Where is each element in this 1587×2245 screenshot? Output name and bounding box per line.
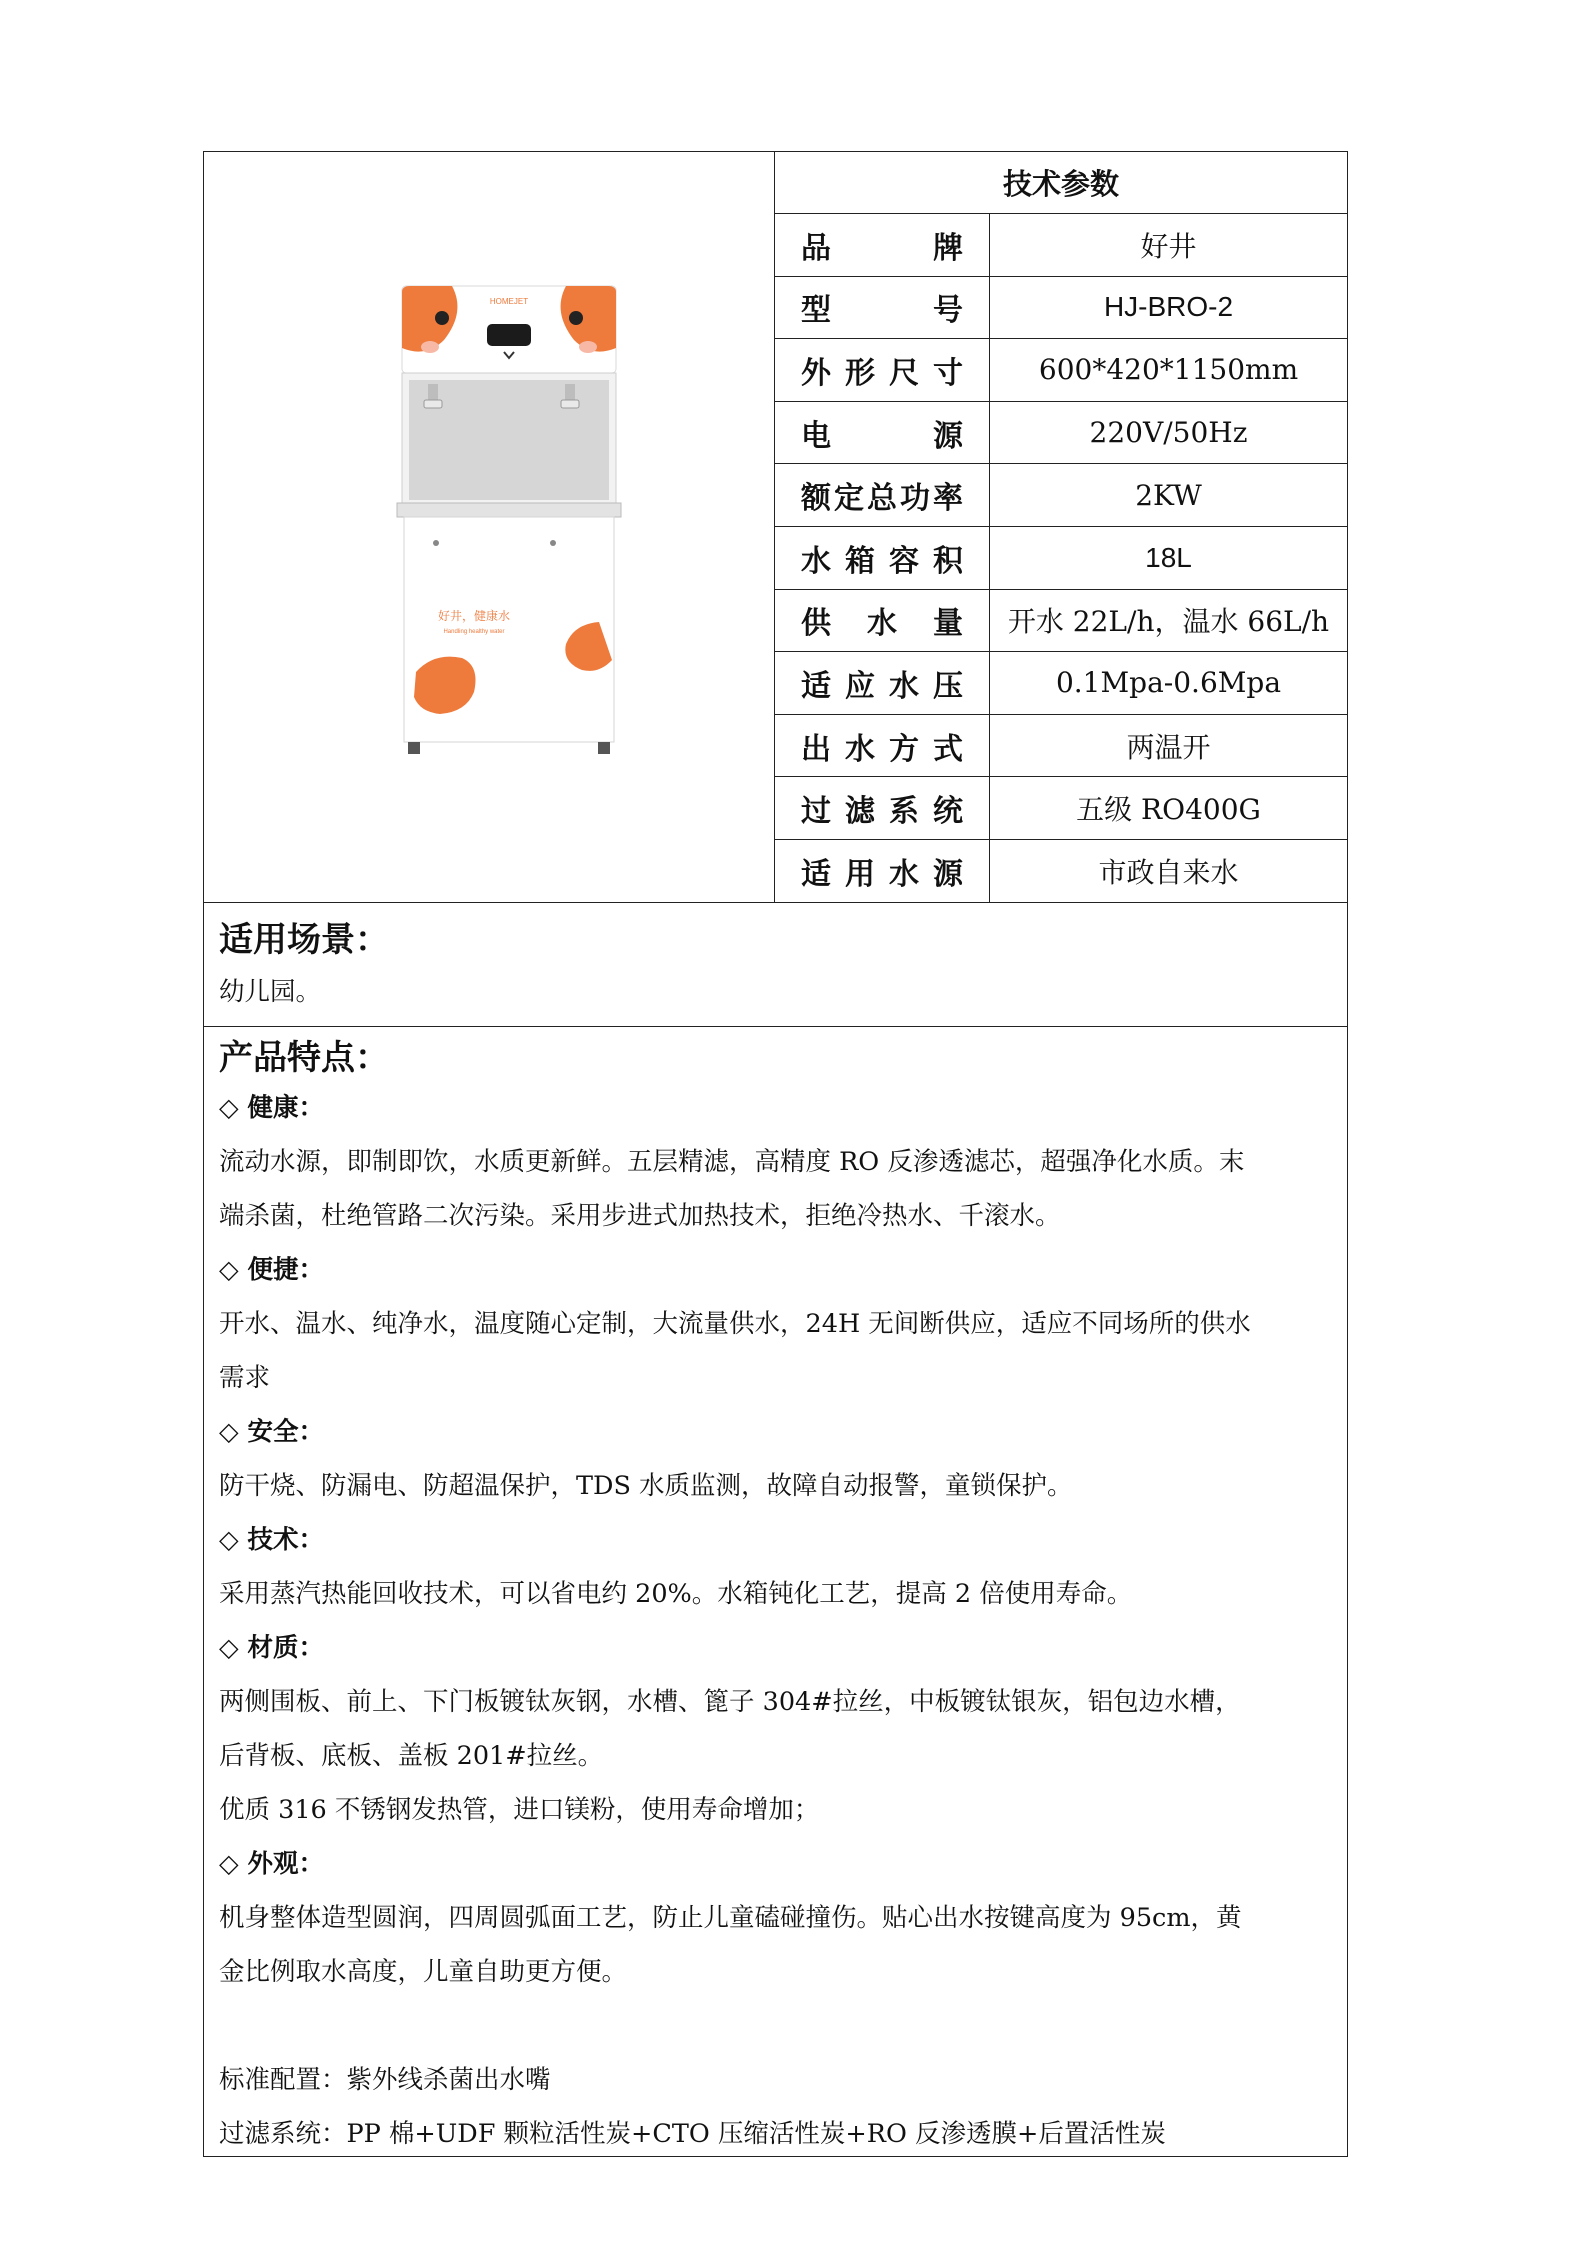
spec-label: [775, 214, 990, 276]
spec-label: [775, 339, 990, 401]
spec-value: 两温开: [1126, 730, 1211, 764]
feature-line: 开水、温水、纯净水，温度随心定制，大流量供水，24H 无间断供应，适应不同场所的供水: [219, 1309, 1251, 1339]
features-title: 产品特点：: [219, 1038, 389, 1078]
document-page: [203, 151, 1348, 2157]
scene-section: [204, 903, 1347, 1027]
spec-label: [775, 527, 990, 589]
spec-label: [775, 402, 990, 464]
top-section: [204, 152, 1347, 903]
spec-label-text: 适用水源: [801, 857, 963, 893]
spec-row-water-supply: [775, 590, 1347, 653]
feature-line: 需求: [219, 1363, 271, 1393]
spec-label-text: 外形尺寸: [801, 355, 963, 391]
spec-row-power-supply: [775, 402, 1347, 465]
feature-heading-health: ◇ 健康：: [219, 1093, 324, 1123]
spec-label-text: 出水方式: [801, 731, 963, 767]
spec-value: 18L: [1145, 541, 1192, 573]
spec-label-text: 适应水压: [801, 668, 963, 704]
spec-label-text: 品 牌: [801, 230, 963, 266]
spec-label-text: 额定总功率: [801, 481, 963, 517]
spec-label-text: 水箱容积: [801, 543, 963, 579]
spec-table: [775, 152, 1347, 902]
slogan-cn: 好井，健康水: [437, 609, 511, 623]
feature-line: 金比例取水高度，儿童自助更方便。: [219, 1957, 628, 1987]
scene-text: 幼儿园。: [219, 977, 322, 1007]
feature-line: 防干烧、防漏电、防超温保护，TDS 水质监测，故障自动报警，童锁保护。: [219, 1471, 1073, 1501]
logo-text: HOMEJET: [489, 297, 529, 306]
spec-label: [775, 464, 990, 526]
spec-value: 好井: [1140, 229, 1197, 263]
scene-title: 适用场景：: [219, 920, 389, 960]
spec-row-water-pressure: [775, 652, 1347, 715]
feature-heading-material: ◇ 材质：: [219, 1633, 324, 1663]
feature-line: 机身整体造型圆润，四周圆弧面工艺，防止儿童磕碰撞伤。贴心出水按键高度为 95cm，黄: [219, 1903, 1242, 1933]
feature-line: 端杀菌，杜绝管路二次污染。采用步进式加热技术，拒绝冷热水、千滚水。: [219, 1201, 1061, 1231]
spec-value: 600*420*1150mm: [1038, 353, 1299, 387]
slogan-en: Handling healthy water: [443, 629, 505, 635]
spec-label-text: 供 水 量: [801, 606, 963, 642]
spec-label: [775, 840, 990, 903]
feature-line: 采用蒸汽热能回收技术，可以省电约 20%。水箱钝化工艺，提高 2 倍使用寿命。: [219, 1579, 1133, 1609]
spec-label-text: 电 源: [801, 418, 963, 454]
filter-system-line: 过滤系统：PP 棉+UDF 颗粒活性炭+CTO 压缩活性炭+RO 反渗透膜+后置活性炭: [219, 2119, 1166, 2149]
spec-value: 2KW: [1135, 478, 1202, 512]
product-image-cell: [204, 152, 775, 902]
spec-label: [775, 277, 990, 339]
spec-value: 市政自来水: [1098, 856, 1239, 890]
feature-line: 流动水源，即制即饮，水质更新鲜。五层精滤，高精度 RO 反渗透滤芯，超强净化水质。末: [219, 1147, 1245, 1177]
spec-row-rated-power: [775, 464, 1347, 527]
spec-label: [775, 777, 990, 839]
feature-heading-safety: ◇ 安全：: [219, 1417, 324, 1447]
feature-heading-appearance: ◇ 外观：: [219, 1849, 324, 1879]
spec-label: [775, 715, 990, 777]
spec-row-brand: [775, 214, 1347, 277]
features-section: [204, 1027, 1347, 2161]
spec-row-output-mode: [775, 715, 1347, 778]
spec-row-tank-volume: [775, 527, 1347, 590]
spec-row-dimensions: [775, 339, 1347, 402]
standard-config-line: 标准配置：紫外线杀菌出水嘴: [219, 2065, 551, 2095]
spec-label-text: 型 号: [801, 293, 963, 329]
feature-heading-convenience: ◇ 便捷：: [219, 1255, 324, 1285]
spec-value: 220V/50Hz: [1089, 416, 1248, 450]
water-dispenser-image: [204, 152, 773, 901]
spec-table-header: 技术参数: [775, 152, 1347, 214]
feature-line: 后背板、底板、盖板 201#拉丝。: [219, 1741, 604, 1771]
spec-row-water-source: [775, 840, 1347, 903]
spec-label: [775, 652, 990, 714]
spec-value: 开水 22L/h，温水 66L/h: [1007, 605, 1330, 639]
feature-heading-technology: ◇ 技术：: [219, 1525, 324, 1555]
spec-value: 五级 RO400G: [1076, 793, 1261, 827]
spec-label-text: 过滤系统: [801, 794, 963, 830]
spec-label: [775, 590, 990, 652]
spec-value: 0.1Mpa-0.6Mpa: [1055, 666, 1282, 700]
spec-value: HJ-BRO-2: [1103, 291, 1234, 323]
spec-row-model: [775, 277, 1347, 340]
feature-line: 优质 316 不锈钢发热管，进口镁粉，使用寿命增加；: [219, 1795, 820, 1825]
feature-line: 两侧围板、前上、下门板镀钛灰钢，水槽、篦子 304#拉丝，中板镀钛银灰，铝包边水槽，: [219, 1687, 1241, 1717]
spec-row-filter-system: [775, 777, 1347, 840]
